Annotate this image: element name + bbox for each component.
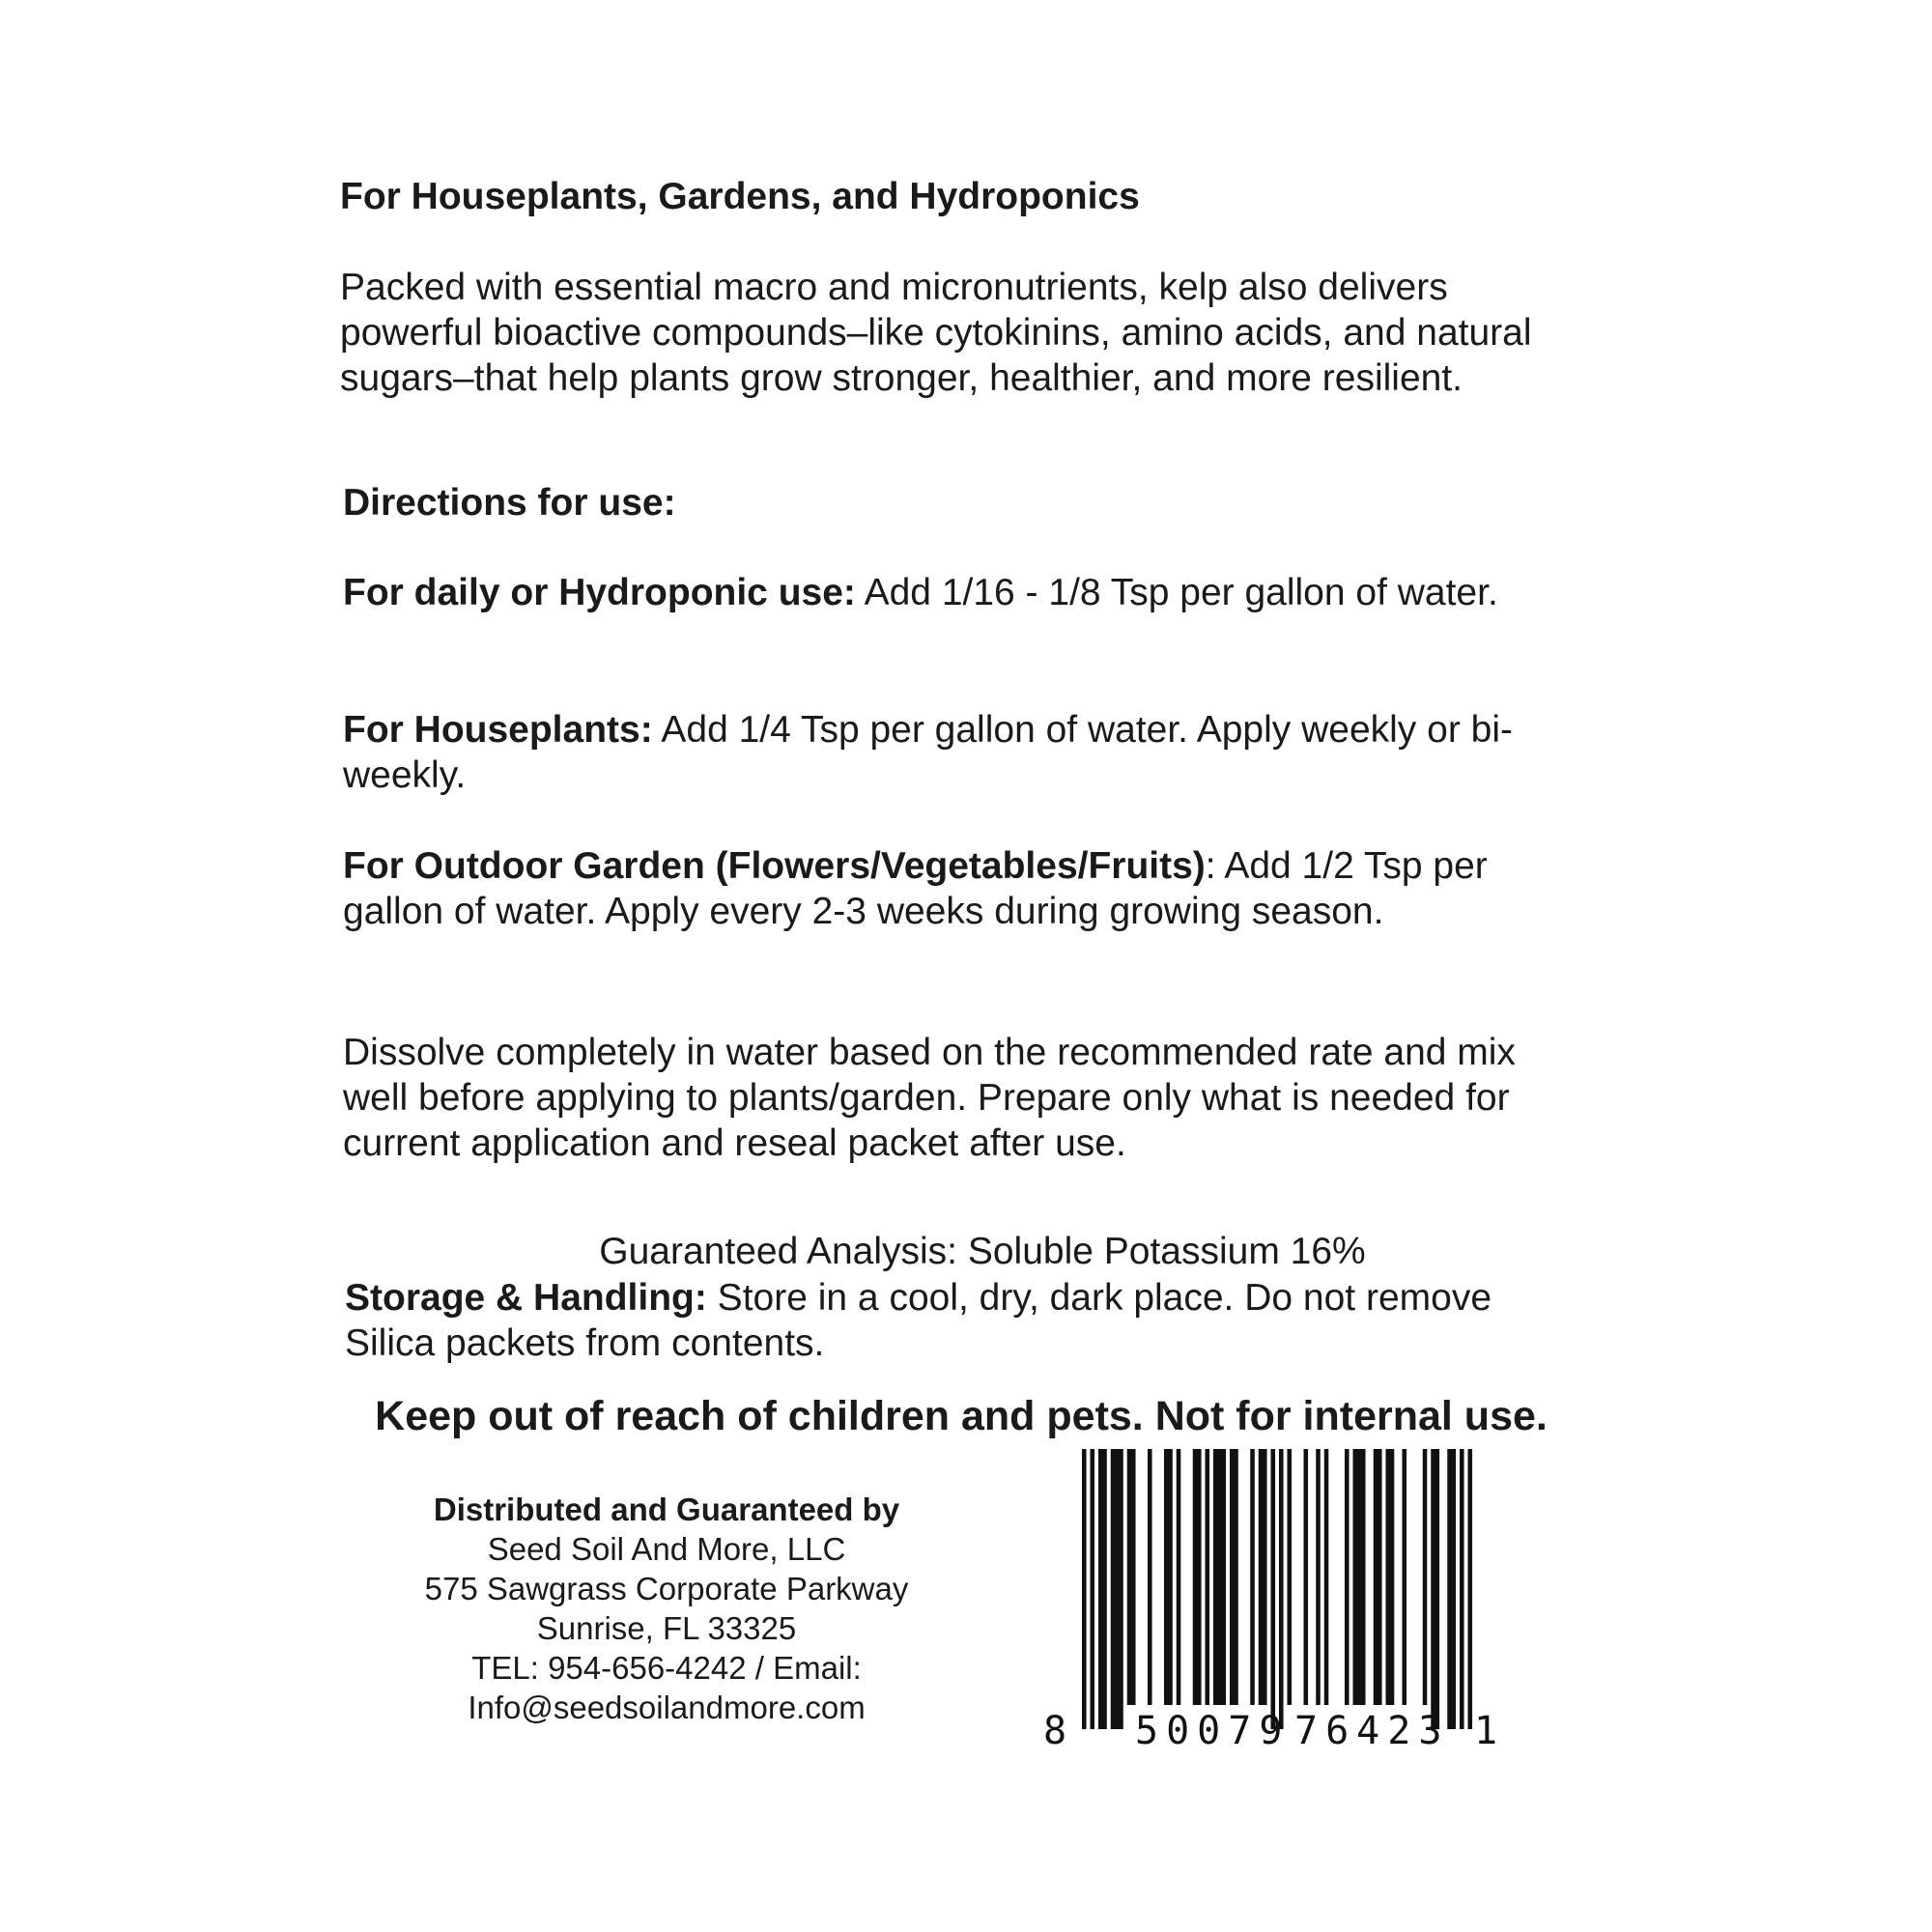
direction-outdoor-label: For Outdoor Garden (Flowers/Vegetables/Fruits) xyxy=(343,845,1206,887)
barcode-bar xyxy=(1082,1449,1087,1729)
barcode-bar xyxy=(1111,1449,1116,1729)
barcode-bar xyxy=(1115,1449,1120,1729)
storage-label: Storage & Handling: xyxy=(345,1277,707,1319)
barcode-bar xyxy=(1452,1449,1457,1729)
barcode-bar xyxy=(1361,1449,1366,1705)
barcode-bar xyxy=(1259,1449,1264,1705)
barcode-bar xyxy=(1435,1449,1440,1729)
distributor-address-line2: Sunrise, FL 33325 xyxy=(536,1610,797,1646)
barcode-bar xyxy=(1316,1449,1321,1705)
barcode-bar xyxy=(1206,1449,1210,1705)
intro-paragraph: Packed with essential macro and micronutrients, kelp also delivers powerful bioactive compounds–like cytokinins, amino acids, and natural sugars–that help plants grow stronger, healthier, and more resilient. xyxy=(340,267,1532,399)
direction-daily-text: Add 1/16 - 1/8 Tsp per gallon of water. xyxy=(855,572,1498,613)
distributor-name: Seed Soil And More, LLC xyxy=(487,1531,846,1567)
barcode-bar xyxy=(1234,1449,1238,1705)
barcode-bar xyxy=(1091,1449,1095,1729)
barcode-bar xyxy=(1168,1449,1173,1705)
barcode-bar xyxy=(1098,1449,1103,1729)
barcode-bar xyxy=(1324,1449,1329,1705)
barcode-bar xyxy=(1217,1449,1222,1705)
barcode-bar xyxy=(1378,1449,1382,1705)
barcode-bar xyxy=(1304,1449,1309,1705)
barcode-bar xyxy=(1345,1449,1350,1705)
barcode-bar xyxy=(1177,1449,1181,1705)
barcode-bar xyxy=(1102,1449,1107,1729)
barcode-bar xyxy=(1288,1449,1293,1705)
barcode-bar xyxy=(1197,1449,1202,1705)
barcode-bar xyxy=(1447,1449,1452,1729)
barcode-bar xyxy=(1374,1449,1378,1705)
barcode-bar xyxy=(1193,1449,1198,1705)
storage-handling xyxy=(345,1275,1591,1366)
barcode-bar xyxy=(1222,1449,1227,1705)
directions-heading: Directions for use: xyxy=(343,482,676,524)
dissolve-instructions: Dissolve completely in water based on the recommended rate and mix well before applying to plants/garden. Prepare only what is needed for current application and reseal packet after use. xyxy=(343,1032,1516,1164)
direction-houseplants-text: Add 1/4 Tsp per gallon of water. Apply weekly or bi-weekly. xyxy=(343,709,1513,796)
barcode-bar xyxy=(1148,1449,1152,1705)
distributor-info xyxy=(367,1490,966,1727)
barcode-bar xyxy=(1271,1449,1276,1729)
barcode-bar xyxy=(1403,1449,1407,1705)
label-title: For Houseplants, Gardens, and Hydroponics xyxy=(340,176,1140,217)
upc-barcode xyxy=(1043,1449,1507,1768)
distributor-heading: Distributed and Guaranteed by xyxy=(433,1492,900,1527)
direction-houseplants-label: For Houseplants: xyxy=(343,709,653,751)
distributor-contact: TEL: 954-656-4242 / Email: xyxy=(471,1650,862,1686)
barcode-bar xyxy=(1131,1449,1136,1705)
direction-daily-label: For daily or Hydroponic use: xyxy=(343,572,856,613)
barcode-left-digits: 50079 xyxy=(1135,1709,1291,1753)
direction-outdoor-text: : Add 1/2 Tsp per gallon of water. Apply every 2-3 weeks during growing season. xyxy=(343,845,1488,932)
barcode-bar xyxy=(1279,1449,1284,1729)
distributor-address-line1: 575 Sawgrass Corporate Parkway xyxy=(424,1571,909,1606)
storage-text: Store in a cool, dry, dark place. Do not remove Silica packets from contents. xyxy=(345,1277,1492,1364)
barcode-number-system: 8 xyxy=(1043,1709,1067,1753)
barcode-bar xyxy=(1468,1449,1473,1729)
barcode-bar xyxy=(1263,1449,1267,1705)
guaranteed-analysis: Guaranteed Analysis: Soluble Potassium 16% xyxy=(599,1231,1366,1272)
barcode-right-digits: 76423 xyxy=(1294,1709,1450,1753)
barcode-bar xyxy=(1230,1449,1235,1705)
barcode-bar xyxy=(1390,1449,1395,1705)
direction-houseplants xyxy=(343,707,1589,798)
barcode-bar xyxy=(1431,1449,1435,1729)
barcode-bar xyxy=(1250,1449,1255,1705)
direction-daily-hydroponic xyxy=(343,570,1589,615)
barcode-bar xyxy=(1353,1449,1358,1705)
barcode-bar xyxy=(1164,1449,1169,1705)
barcode-bar xyxy=(1213,1449,1218,1705)
barcode-bar xyxy=(1119,1449,1123,1729)
barcode-bar xyxy=(1386,1449,1391,1705)
barcode-check-digit: 1 xyxy=(1474,1709,1498,1753)
safety-warning: Keep out of reach of children and pets. Not for internal use. xyxy=(375,1393,1548,1439)
direction-outdoor-garden xyxy=(343,843,1589,934)
distributor-email: Info@seedsoilandmore.com xyxy=(468,1690,866,1725)
barcode-bar xyxy=(1357,1449,1362,1705)
barcode-bar xyxy=(1460,1449,1464,1729)
barcode-bar xyxy=(1423,1449,1428,1705)
barcode-bar xyxy=(1127,1449,1132,1705)
